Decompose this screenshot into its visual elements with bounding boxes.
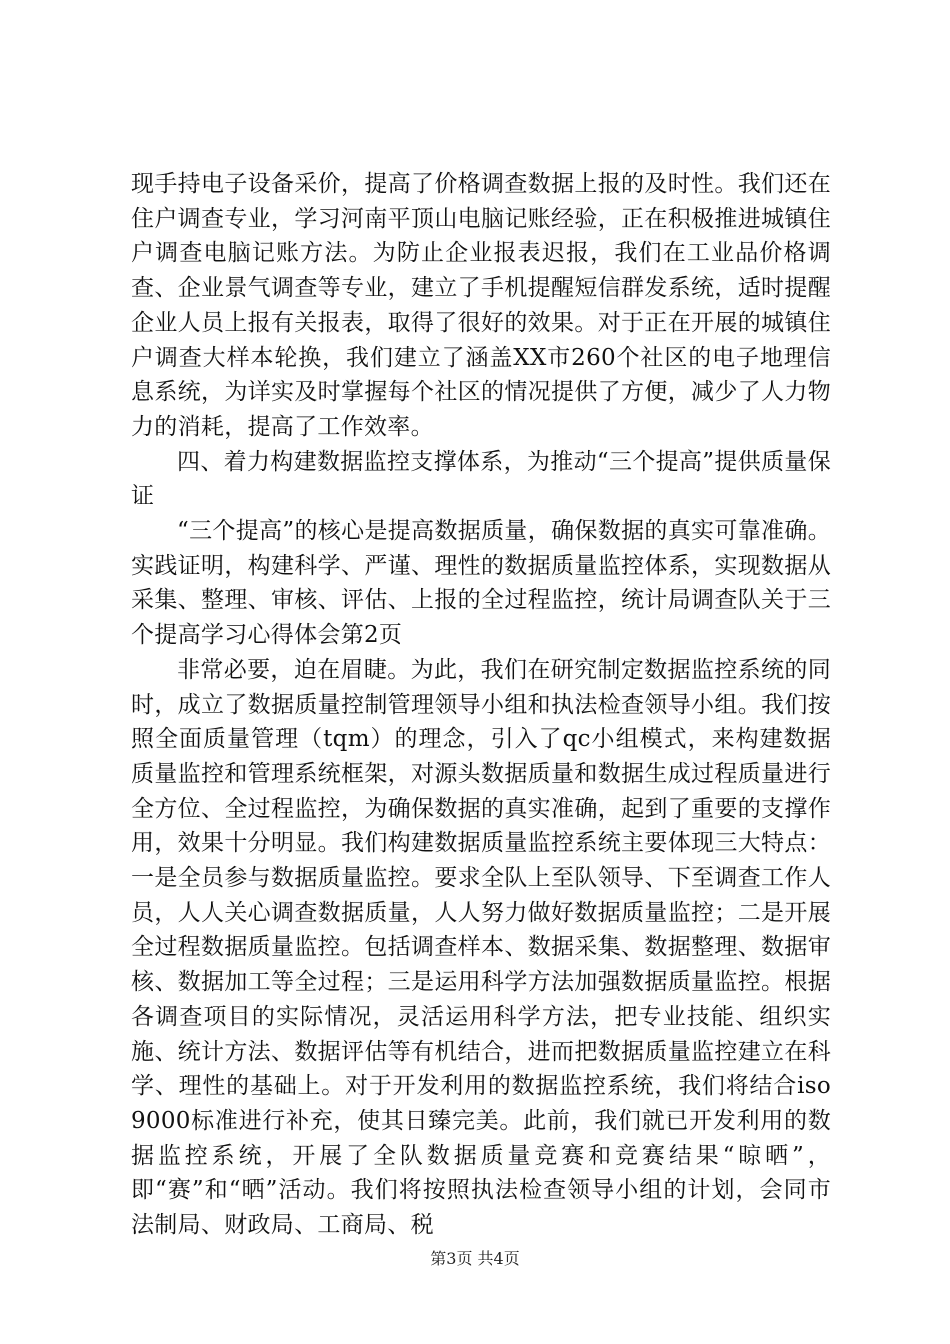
- document-body: [131, 167, 831, 1243]
- section-heading: 四、着力构建数据监控支撑体系，为推动“三个提高”提供质量保证: [131, 448, 831, 510]
- page-number: 第3页 共4页: [430, 1249, 520, 1268]
- paragraph: 非常必要，迫在眉睫。为此，我们在研究制定数据监控系统的同时，成立了数据质量控制管理领导小组和执法检查领导小组。我们按照全面质量管理（tqm）的理念，引入了qc小组模式，来构建数据质量监控和管理系统框架，对源头数据质量和数据生成过程质量进行全方位、全过程监控，为确保数据的真实准确，起到了重要的支撑作用，效果十分明显。我们构建数据质量监控系统主要体现三大特点：一是全员参与数据质量监控。要求全队上至队领导、下至调查工作人员，人人关心调查数据质量，人人努力做好数据质量监控；二是开展全过程数据质量监控。包括调查样本、数据采集、数据整理、数据审核、数据加工等全过程；三是运用科学方法加强数据质量监控。根据各调查项目的实际情况，灵活运用科学方法，把专业技能、组织实施、统计方法、数据评估等有机结合，进而把数据质量监控建立在科学、理性的基础上。对于开发利用的数据监控系统，我们将结合iso9000标准进行补充，使其日臻完美。此前，我们就已开发利用的数据监控系统，开展了全队数据质量竞赛和竞赛结果“晾晒”，即“赛”和“晒”活动。我们将按照执法检查领导小组的计划，会同市法制局、财政局、工商局、税: [131, 656, 831, 1239]
- paragraph-continuation: 现手持电子设备采价，提高了价格调查数据上报的及时性。我们还在住户调查专业，学习河南平顶山电脑记账经验，正在积极推进城镇住户调查电脑记账方法。为防止企业报表迟报，我们在工业品价格调查、企业景气调查等专业，建立了手机提醒短信群发系统，适时提醒企业人员上报有关报表，取得了很好的效果。对于正在开展的城镇住户调查大样本轮换，我们建立了涵盖XX市260个社区的电子地理信息系统，为详实及时掌握每个社区的情况提供了方便，减少了人力物力的消耗，提高了工作效率。: [131, 171, 831, 440]
- paragraph: “三个提高”的核心是提高数据质量，确保数据的真实可靠准确。实践证明，构建科学、严谨、理性的数据质量监控体系，实现数据从采集、整理、审核、评估、上报的全过程监控，统计局调查队关于三个提高学习心得体会第2页: [131, 518, 831, 649]
- page-footer: [0, 1246, 950, 1269]
